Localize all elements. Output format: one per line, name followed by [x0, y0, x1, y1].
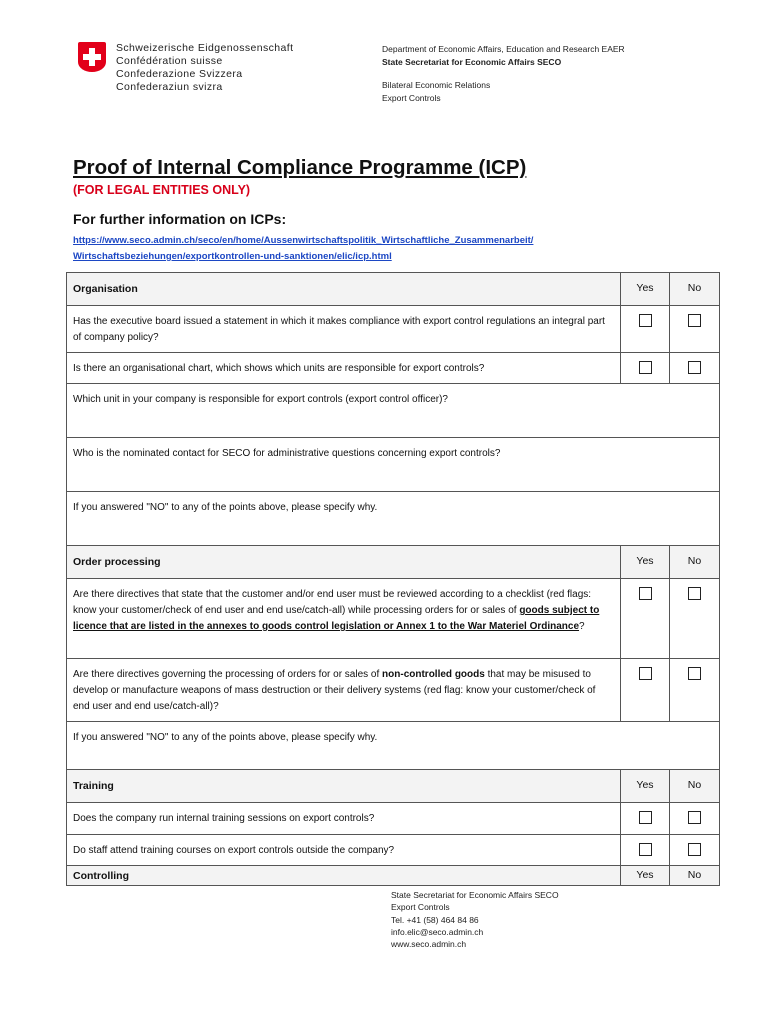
info-heading: For further information on ICPs:	[73, 211, 287, 227]
no-checkbox[interactable]	[688, 811, 701, 824]
question-row	[67, 579, 720, 659]
no-checkbox[interactable]	[688, 587, 701, 600]
question-text: Has the executive board issued a statement in which it makes compliance with export control regulations an integral part of company policy?	[67, 306, 621, 353]
confederation-fr: Confédération suisse	[116, 55, 223, 67]
no-column-label: No	[670, 273, 720, 306]
no-checkbox[interactable]	[688, 361, 701, 374]
footer-phone: Tel. +41 (58) 464 84 86	[391, 914, 479, 925]
document-subtitle: (FOR LEGAL ENTITIES ONLY)	[73, 183, 251, 197]
question-row	[67, 306, 720, 353]
question-row	[67, 659, 720, 722]
no-checkbox[interactable]	[688, 314, 701, 327]
section-title: Order processing	[67, 546, 621, 579]
question-text: If you answered "NO" to any of the points above, please specify why.	[67, 492, 720, 546]
footer-website[interactable]: www.seco.admin.ch	[391, 939, 467, 950]
section-header-training	[67, 770, 720, 803]
icp-info-link[interactable]	[73, 233, 533, 265]
question-emphasis: goods subject to licence that are listed in the annexes to goods control legislation or Annex 1 to the War Materiel Ordinance	[73, 605, 600, 632]
question-text: Is there an organisational chart, which shows which units are responsible for export controls?	[67, 353, 621, 384]
subunit-name: Export Controls	[382, 93, 441, 103]
department-name: Department of Economic Affairs, Education and Research EAER	[382, 44, 625, 54]
section-header-organisation	[67, 273, 720, 306]
answer-row[interactable]	[67, 492, 720, 546]
link-line-2[interactable]: Wirtschaftsbeziehungen/exportkontrollen-und-sanktionen/elic/icp.html	[73, 251, 392, 262]
question-row	[67, 803, 720, 835]
department-block	[382, 43, 625, 105]
yes-column-label: Yes	[621, 273, 670, 306]
section-title: Organisation	[67, 273, 621, 306]
question-text: Which unit in your company is responsible for export controls (export control officer)?	[67, 384, 720, 438]
answer-row[interactable]	[67, 722, 720, 770]
answer-row[interactable]	[67, 438, 720, 492]
icp-questionnaire	[66, 272, 720, 886]
confederation-it: Confederazione Svizzera	[116, 68, 243, 80]
answer-row[interactable]	[67, 384, 720, 438]
yes-checkbox[interactable]	[639, 361, 652, 374]
no-column-label: No	[670, 770, 720, 803]
document-title: Proof of Internal Compliance Programme (ICP)	[73, 156, 527, 179]
question-text: Who is the nominated contact for SECO for administrative questions concerning export controls?	[67, 438, 720, 492]
yes-checkbox[interactable]	[639, 587, 652, 600]
unit-name: Bilateral Economic Relations	[382, 80, 491, 90]
question-row	[67, 835, 720, 866]
yes-column-label: Yes	[621, 770, 670, 803]
no-checkbox[interactable]	[688, 843, 701, 856]
footer-org: State Secretariat for Economic Affairs SECO	[391, 890, 559, 900]
yes-column-label: Yes	[621, 546, 670, 579]
question-text: Does the company run internal training sessions on export controls?	[67, 803, 621, 835]
question-text-part: Are there directives that state that the customer and/or end user must be reviewed according to a checklist (red flags: know your customer/check of end user and end use/catch-all) while processing orders for or sales of	[73, 589, 592, 616]
question-text-part: Are there directives governing the processing of orders for or sales of	[73, 669, 383, 680]
question-text-part: ?	[579, 621, 585, 632]
section-title: Training	[67, 770, 621, 803]
yes-checkbox[interactable]	[639, 843, 652, 856]
confederation-rm: Confederaziun svizra	[116, 81, 223, 93]
no-column-label: No	[670, 866, 720, 886]
yes-column-label: Yes	[621, 866, 670, 886]
section-header-order-processing	[67, 546, 720, 579]
swiss-flag-logo	[78, 42, 106, 72]
question-text	[67, 659, 621, 722]
section-title: Controlling	[67, 866, 621, 886]
question-text	[67, 579, 621, 659]
footer-contact	[391, 889, 559, 950]
secretariat-name: State Secretariat for Economic Affairs SECO	[382, 57, 562, 67]
yes-checkbox[interactable]	[639, 667, 652, 680]
question-emphasis: non-controlled goods	[382, 669, 485, 680]
confederation-wordmark	[116, 42, 293, 94]
link-line-1[interactable]: https://www.seco.admin.ch/seco/en/home/Aussenwirtschaftspolitik_Wirtschaftliche_Zusammenarbeit/	[73, 235, 534, 246]
question-row	[67, 353, 720, 384]
no-column-label: No	[670, 546, 720, 579]
yes-checkbox[interactable]	[639, 314, 652, 327]
section-header-controlling	[67, 866, 720, 886]
confederation-de: Schweizerische Eidgenossenschaft	[116, 42, 294, 54]
no-checkbox[interactable]	[688, 667, 701, 680]
question-text: Do staff attend training courses on export controls outside the company?	[67, 835, 621, 866]
question-text: If you answered "NO" to any of the points above, please specify why.	[67, 722, 720, 770]
footer-unit: Export Controls	[391, 902, 450, 913]
question-text-part: that may be misused to develop or manufacture weapons of mass destruction or their delivery systems (red flag: know your customer/check of end user and end use/catch-all)?	[73, 669, 596, 712]
yes-checkbox[interactable]	[639, 811, 652, 824]
footer-email[interactable]: info.elic@seco.admin.ch	[391, 926, 484, 937]
